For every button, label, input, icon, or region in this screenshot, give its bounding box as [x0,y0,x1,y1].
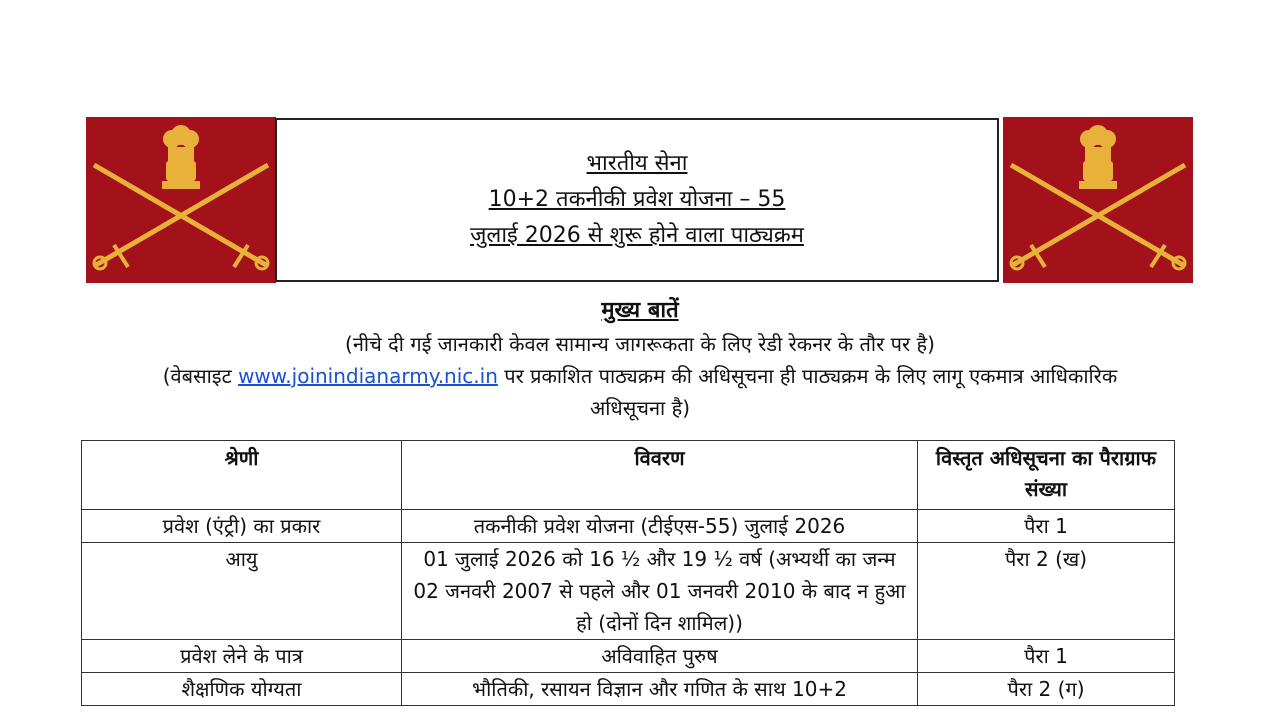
title-line-3: जुलाई 2026 से शुरू होने वाला पाठ्यक्रम [470,223,804,248]
title-line-2: 10+2 तकनीकी प्रवेश योजना – 55 [488,187,786,212]
row-detail: तकनीकी प्रवेश योजना (टीईएस-55) जुलाई 2026 [402,510,918,543]
crossed-swords-emblem-icon [86,117,276,283]
row-detail: अविवाहित पुरुष [402,640,918,673]
website-link[interactable]: www.joinindianarmy.nic.in [238,364,498,388]
table-row [82,510,1175,543]
row-category: आयु [82,543,402,640]
note-prefix: (वेबसाइट [162,364,239,388]
highlights-heading: मुख्य बातें [601,298,679,323]
row-para: पैरा 1 [918,640,1175,673]
army-emblem-left [86,117,276,283]
note-suffix: पर प्रकाशित पाठ्यक्रम की अधिसूचना ही पाठ्यक्रम के लिए लागू एकमात्र आधिकारिक अधिसूचना है) [497,364,1118,420]
highlights-table [81,440,1175,706]
title-box [275,118,999,282]
header-category: श्रेणी [82,441,402,510]
title-line-1: भारतीय सेना [586,151,688,176]
header-detail: विवरण [402,441,918,510]
row-category: प्रवेश (एंट्री) का प्रकार [82,510,402,543]
row-para: पैरा 2 (ख) [918,543,1175,640]
row-category: प्रवेश लेने के पात्र [82,640,402,673]
row-category: शैक्षणिक योग्यता [82,673,402,706]
army-emblem-right [1003,117,1193,283]
table-row [82,673,1175,706]
row-detail: भौतिकी, रसायन विज्ञान और गणित के साथ 10+2 [402,673,918,706]
header-paragraph: विस्तृत अधिसूचना का पैराग्राफ संख्या [918,441,1175,510]
row-para: पैरा 1 [918,510,1175,543]
table-header-row [82,441,1175,510]
row-para: पैरा 2 (ग) [918,673,1175,706]
table-row [82,543,1175,640]
table-row [82,640,1175,673]
official-notification-note [160,360,1120,424]
crossed-swords-emblem-icon [1003,117,1193,283]
ready-reckoner-note: (नीचे दी गई जानकारी केवल सामान्य जागरूकता के लिए रेडी रेकनर के तौर पर है) [345,332,935,356]
row-detail: 01 जुलाई 2026 को 16 ½ और 19 ½ वर्ष (अभ्यर्थी का जन्म 02 जनवरी 2007 से पहले और 01 जनवरी 2010 के बाद न हुआ हो (दोनों दिन शामिल)) [402,543,918,640]
highlights-section [0,294,1280,424]
